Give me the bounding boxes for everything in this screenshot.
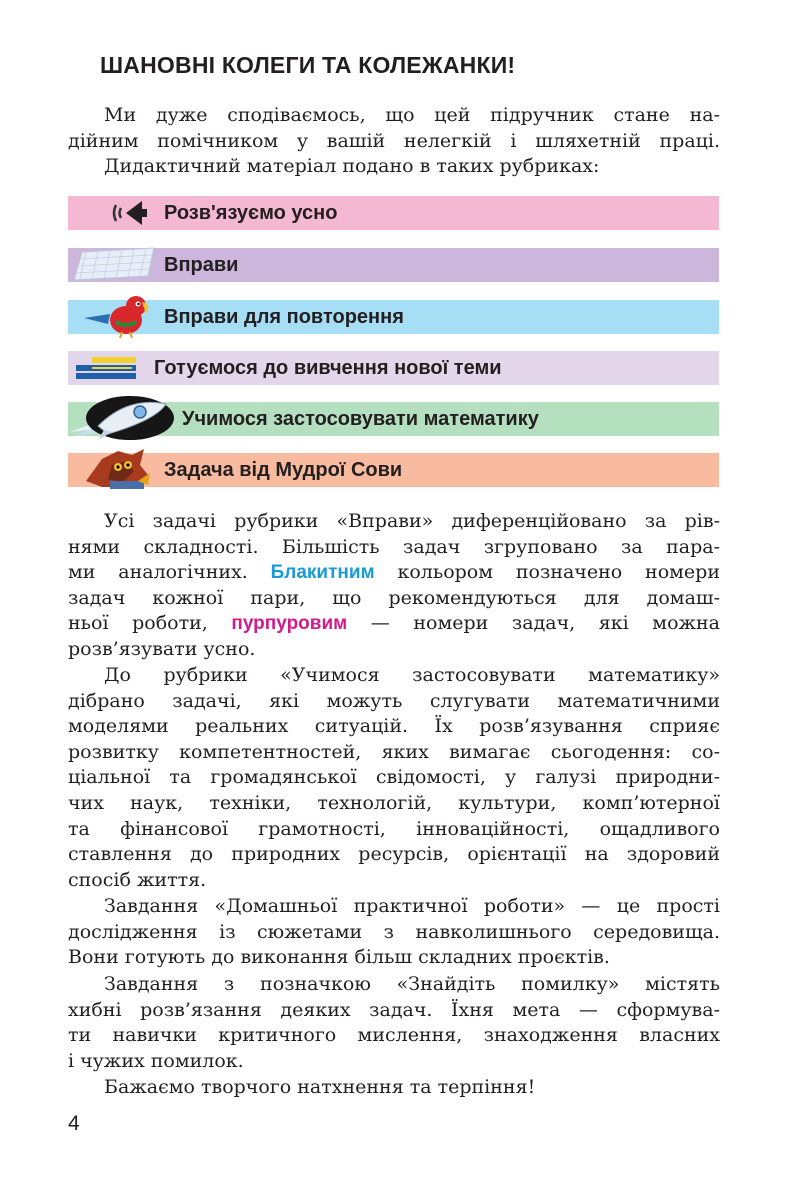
parrot-icon xyxy=(80,294,160,340)
owl-icon xyxy=(82,445,154,491)
text-line: Усі задачі рубрики «Вправи» диференційовано за рів- xyxy=(104,510,720,532)
rubric-exercises xyxy=(68,248,719,282)
text-line: ціальної та громадянської свідомості, у галузі природни- xyxy=(68,766,720,789)
page-title: ШАНОВНІ КОЛЕГИ ТА КОЛЕЖАНКИ! xyxy=(100,52,516,78)
intro-paragraph xyxy=(68,103,720,180)
text-line: дослідження із сюжетами з навколишнього середовища. xyxy=(68,920,720,943)
rubric-label: Вправи xyxy=(164,254,239,276)
text-run: — номери задач, які можна xyxy=(370,612,720,635)
text-line: До рубрики «Учимося застосовувати математику» xyxy=(104,664,720,686)
text-run: ми аналогічних. xyxy=(68,561,248,584)
rubric-label: Розв'язуємо усно xyxy=(164,202,338,224)
text-line: і чужих помилок. xyxy=(68,1049,244,1072)
purple-highlight: пурпуровим xyxy=(231,613,348,635)
rubric-review xyxy=(68,300,719,334)
paragraph-difficulty xyxy=(68,509,720,663)
text-line: нями складності. Більшість задач згруповано за пара- xyxy=(68,535,720,558)
page-number: 4 xyxy=(68,1112,80,1135)
blue-highlight: Блакитним xyxy=(270,562,375,584)
intro-line: Дидактичний матеріал подано в таких рубриках: xyxy=(104,155,600,178)
paragraph-apply-math xyxy=(68,663,720,893)
text-line: чих наук, техніки, технологій, культури, комп’ютерної xyxy=(68,791,720,814)
text-line: Вони готують до виконання більш складних проєктів. xyxy=(68,946,610,969)
text-run: кольором позначено номери xyxy=(397,561,720,584)
paragraph-home-work xyxy=(68,894,720,971)
text-line: розвитку компетентностей, яких вимагає сьогодення: со- xyxy=(68,740,720,763)
rocket-icon xyxy=(68,390,178,448)
rubric-label: Готуємося до вивчення нової теми xyxy=(154,357,502,379)
intro-line: дійним помічником у вашій нелегкій і шляхетній праці. xyxy=(68,129,720,152)
text-line xyxy=(68,611,720,637)
text-line: ти навички критичного мислення, знаходження власних xyxy=(68,1024,720,1047)
text-line: моделями реальних ситуацій. Їх розв’язування сприяє xyxy=(68,715,720,738)
rubric-owl xyxy=(68,453,719,487)
grid-paper-icon xyxy=(70,246,160,284)
text-line: Завдання «Домашньої практичної роботи» — це прості xyxy=(104,895,720,917)
rubric-label: Вправи для повторення xyxy=(164,306,404,328)
text-line: спосіб життя. xyxy=(68,868,207,891)
closing-paragraph xyxy=(68,1075,720,1101)
text-line: ставлення до природних ресурсів, орієнтації на здоровий xyxy=(68,843,720,866)
megaphone-icon xyxy=(108,197,154,229)
rubric-oral xyxy=(68,196,719,230)
text-line: та фінансової грамотності, інноваційності, ощадливого xyxy=(68,817,720,840)
paragraph-find-mistake xyxy=(68,972,720,1074)
text-line: задач кожної пари, що рекомендуються для домаш- xyxy=(68,586,720,609)
text-line: Завдання з позначкою «Знайдіть помилку» містять xyxy=(104,973,720,995)
text-run: ньої роботи, xyxy=(68,612,208,635)
rubric-new-topic xyxy=(68,351,719,385)
intro-line: Ми дуже сподіваємось, що цей підручник стане на- xyxy=(104,104,720,126)
books-icon xyxy=(74,353,140,383)
rubric-label: Задача від Мудрої Сови xyxy=(164,459,403,481)
rubric-label: Учимося застосовувати математику xyxy=(182,408,539,430)
text-line xyxy=(68,560,720,586)
text-line: дібрано задачі, які можуть слугувати математичними xyxy=(68,689,720,712)
closing-line: Бажаємо творчого натхнення та терпіння! xyxy=(104,1076,536,1098)
rubric-apply-math xyxy=(68,402,719,436)
text-line: розв’язувати усно. xyxy=(68,637,256,660)
text-line: хибні розв’язання деяких задач. Їхня мета — сформува- xyxy=(68,998,720,1021)
